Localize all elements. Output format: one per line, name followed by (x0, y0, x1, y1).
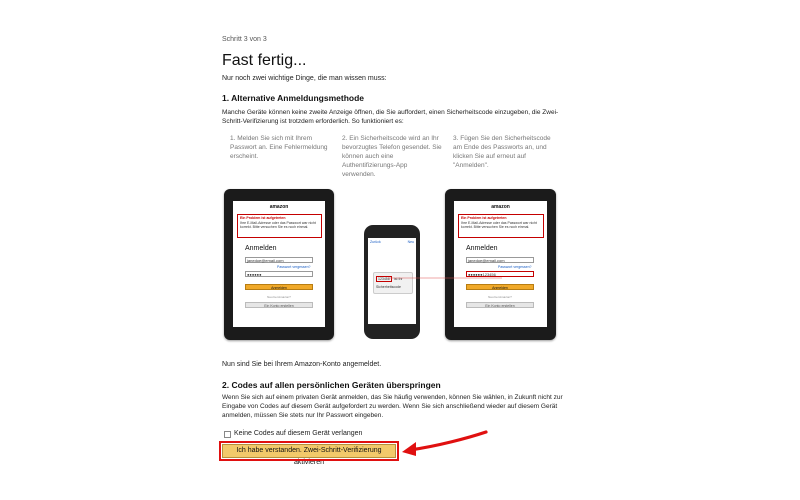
intro-text: Nur noch zwei wichtige Dinge, die man wissen muss: (222, 75, 387, 82)
email-field[interactable]: janedoe@email.com (466, 257, 534, 263)
error-title: Ein Problem ist aufgetreten (240, 216, 286, 220)
amazon-logo: amazon (491, 204, 510, 210)
step-2-text: 2. Ein Sicherheitscode wird an Ihr bevorzugtes Telefon gesendet. Sie können auch eine Authentifizierungs-App verwenden. (342, 135, 442, 178)
error-text: Ihre E-Mail-Adresse oder das Passwort war nicht korrekt. Bitte versuchen Sie es noch einmal. (461, 221, 537, 229)
sms-code: 123456 (378, 277, 390, 281)
section2-text: Wenn Sie sich auf einem privaten Gerät anmelden, das Sie häufig verwenden, können Sie wählen, in Zukunft nicht zur Eingabe von Codes auf diesem Gerät aufgefordert zu werden. Wenn Sie sich anschließend wieder auf diesem Gerät anmelden, müssen Sie stets nur Ihr Passwort eingeben. (222, 394, 563, 419)
signin-button[interactable]: Anmelden (245, 284, 313, 290)
create-account-button[interactable]: Ein Konto erstellen (466, 302, 534, 308)
forgot-password-link[interactable]: Passwort vergessen? (498, 265, 532, 269)
step-3-text: 3. Fügen Sie den Sicherheitscode am Ende des Passworts an, und klicken Sie auf erneut auf "Anmelden". (453, 135, 551, 169)
red-arrow-icon (398, 428, 490, 458)
error-message (458, 214, 544, 238)
step-1-text: 1. Melden Sie sich mit Ihrem Passwort an. Eine Fehlermeldung erscheint. (230, 135, 328, 160)
password-field[interactable]: ●●●●●●123456 (466, 271, 534, 277)
create-account-button[interactable]: Ein Konto erstellen (245, 302, 313, 308)
tablet-right-screen (454, 201, 547, 327)
signin-heading: Anmelden (245, 245, 277, 252)
tablet-left (224, 189, 334, 340)
error-message (237, 214, 322, 238)
phone-back-link[interactable]: Zurück (370, 240, 381, 244)
new-customer-text: Neu bei Amazon? (488, 295, 512, 299)
section2-heading: 2. Codes auf allen persönlichen Geräten überspringen (222, 380, 441, 390)
phone-new-link[interactable]: Neu (407, 240, 414, 244)
section1-text: Manche Geräte können keine zweite Anzeige öffnen, die Sie auffordert, einen Sicherheitscode einzugeben, die Zwei-Schritt-Verifizierung ist trotzdem erforderlich. So funktioniert es: (222, 109, 559, 125)
password-field[interactable]: ●●●●●● (245, 271, 313, 277)
error-text: Ihre E-Mail-Adresse oder das Passwort war nicht korrekt. Bitte versuchen Sie es noch einmal. (240, 221, 316, 229)
amazon-logo: amazon (269, 204, 289, 210)
signin-button[interactable]: Anmelden (466, 284, 534, 290)
code-connector-line (380, 270, 510, 290)
skip-codes-checkbox[interactable] (224, 431, 231, 438)
sms-caption: Sicherheitscode (376, 285, 401, 289)
skip-codes-label: Keine Codes auf diesem Gerät verlangen (234, 430, 363, 437)
new-customer-text: Neu bei Amazon? (267, 295, 291, 299)
step-indicator: Schritt 3 von 3 (222, 36, 267, 43)
forgot-password-link[interactable]: Passwort vergessen? (277, 265, 311, 269)
sms-code-suffix: ist Ihr (394, 277, 403, 281)
error-title: Ein Problem ist aufgetreten (461, 216, 507, 220)
signed-in-text: Nun sind Sie bei Ihrem Amazon-Konto angemeldet. (222, 361, 382, 368)
section1-heading: 1. Alternative Anmeldungsmethode (222, 93, 365, 103)
page-title: Fast fertig... (222, 52, 307, 69)
tablet-right (445, 189, 556, 340)
activate-two-step-button[interactable]: Ich habe verstanden. Zwei-Schritt-Verifizierung aktivieren (222, 444, 396, 458)
signin-heading: Anmelden (466, 245, 498, 252)
email-field[interactable]: janedoe@email.com (245, 257, 313, 263)
tablet-left-screen (233, 201, 325, 327)
